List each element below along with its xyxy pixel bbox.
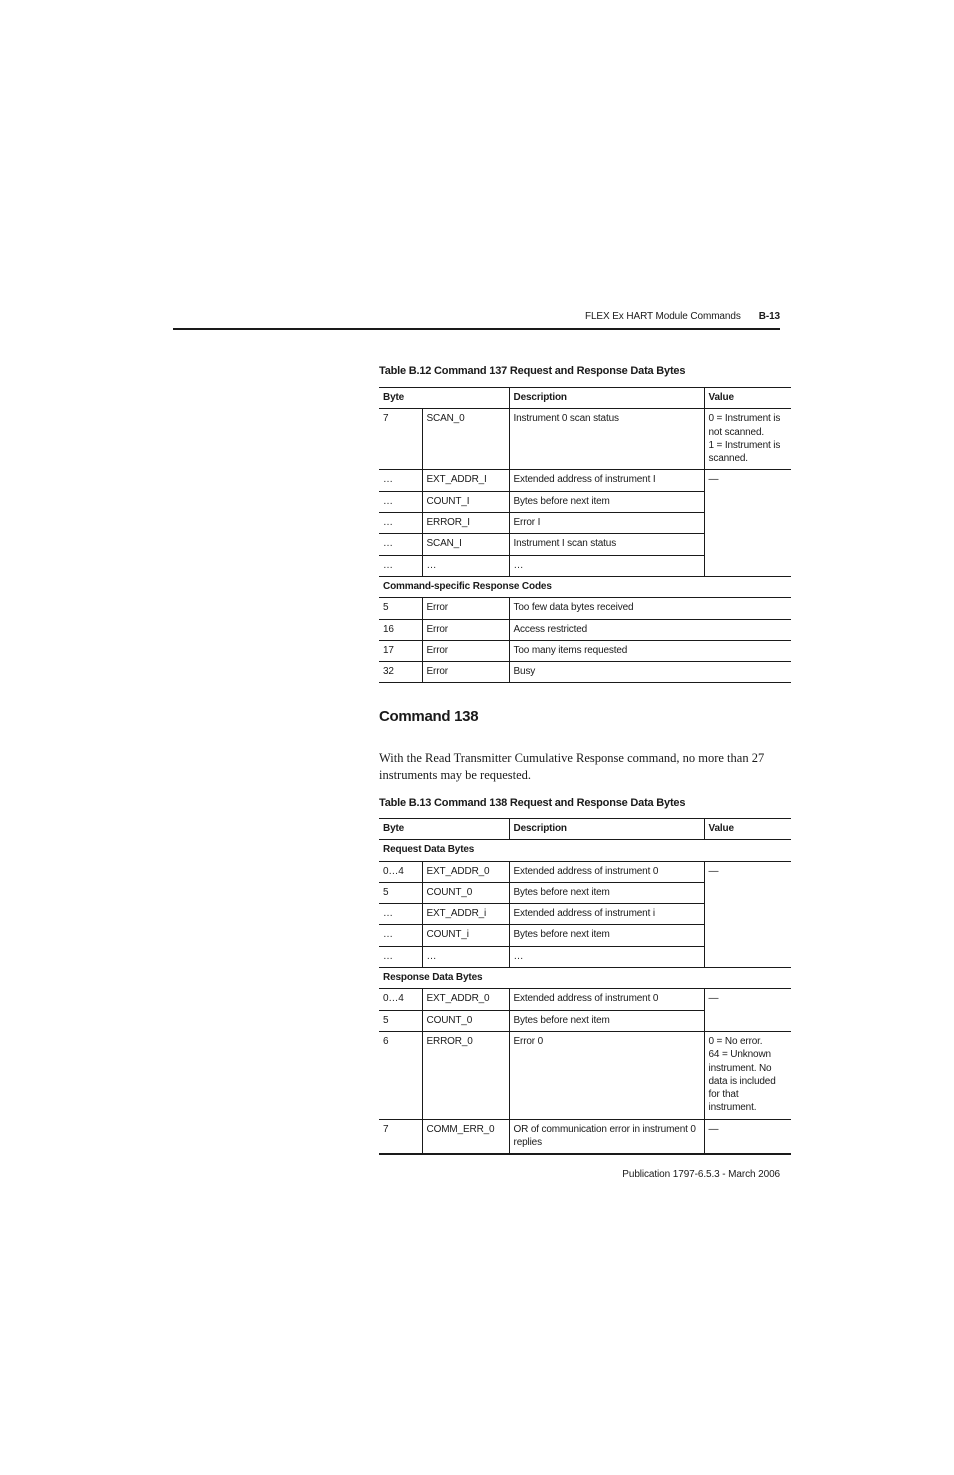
- value-line: not scanned.: [708, 426, 764, 438]
- name-cell: EXT_ADDR_0: [422, 989, 509, 1010]
- name-cell: COUNT_0: [422, 1010, 509, 1031]
- running-header: [585, 311, 780, 322]
- byte-cell: …: [379, 491, 422, 512]
- value-line: data is included: [708, 1075, 776, 1087]
- byte-cell: …: [379, 904, 422, 925]
- byte-cell: 5: [379, 882, 422, 903]
- table-row: [379, 1119, 791, 1154]
- byte-cell: …: [379, 925, 422, 946]
- byte-cell: 0…4: [379, 861, 422, 882]
- value-line: 1 = Instrument is: [708, 439, 781, 451]
- name-cell: EXT_ADDR_i: [422, 904, 509, 925]
- header-description: Description: [509, 819, 704, 840]
- name-cell: ERROR_0: [422, 1031, 509, 1119]
- name-cell: COUNT_i: [422, 925, 509, 946]
- value-cell: —: [704, 861, 791, 967]
- description-cell: Access restricted: [509, 619, 791, 640]
- name-cell: EXT_ADDR_I: [422, 470, 509, 491]
- value-line: 0 = Instrument is: [708, 413, 781, 425]
- header-description: Description: [509, 388, 704, 409]
- header-byte: Byte: [379, 388, 509, 409]
- name-cell: COUNT_I: [422, 491, 509, 512]
- value-line: for that: [708, 1089, 739, 1101]
- name-cell: …: [422, 946, 509, 967]
- code-cell: 16: [379, 619, 422, 640]
- value-cell: —: [704, 470, 791, 576]
- byte-cell: 6: [379, 1031, 422, 1119]
- description-cell: Busy: [509, 662, 791, 683]
- table-row: [379, 619, 791, 640]
- byte-cell: …: [379, 534, 422, 555]
- description-cell: Error 0: [509, 1031, 704, 1119]
- name-cell: COMM_ERR_0: [422, 1119, 509, 1154]
- value-line: 0 = No error.: [708, 1035, 763, 1047]
- value-cell: —: [704, 989, 791, 1032]
- description-cell: Extended address of instrument I: [509, 470, 704, 491]
- table-row: [379, 640, 791, 661]
- code-cell: 17: [379, 640, 422, 661]
- name-cell: COUNT_0: [422, 882, 509, 903]
- header-byte: Byte: [379, 819, 509, 840]
- description-cell: Error I: [509, 513, 704, 534]
- value-line: instrument. No: [708, 1062, 772, 1074]
- description-cell: Bytes before next item: [509, 491, 704, 512]
- table-b12-caption: Table B.12 Command 137 Request and Response Data Bytes: [379, 365, 686, 377]
- description-cell: …: [509, 555, 704, 576]
- byte-cell: …: [379, 513, 422, 534]
- table-row: [379, 861, 791, 882]
- table-b12: [379, 387, 791, 683]
- section-heading: Command 138: [379, 708, 479, 725]
- table-b13-caption: Table B.13 Command 138 Request and Response Data Bytes: [379, 797, 686, 809]
- section-label: Command-specific Response Codes: [379, 576, 791, 597]
- header-rule: [173, 328, 780, 330]
- type-cell: Error: [422, 662, 509, 683]
- section-row: [379, 968, 791, 989]
- description-line: replies: [513, 1137, 542, 1149]
- byte-cell: 5: [379, 1010, 422, 1031]
- code-cell: 5: [379, 598, 422, 619]
- description-cell: Instrument 0 scan status: [509, 409, 704, 470]
- description-line: OR of communication error in instrument 0: [513, 1123, 696, 1135]
- byte-cell: 7: [379, 1119, 422, 1154]
- description-cell: Extended address of instrument 0: [509, 861, 704, 882]
- header-title: FLEX Ex HART Module Commands: [584, 311, 741, 322]
- type-cell: Error: [422, 640, 509, 661]
- header-value: Value: [704, 819, 791, 840]
- byte-cell: …: [379, 470, 422, 491]
- description-cell: Too many items requested: [509, 640, 791, 661]
- name-cell: SCAN_I: [422, 534, 509, 555]
- section-label: Response Data Bytes: [379, 968, 791, 989]
- byte-cell: …: [379, 555, 422, 576]
- section-row: [379, 840, 791, 861]
- table-header-row: [379, 819, 791, 840]
- byte-cell: 7: [379, 409, 422, 470]
- name-cell: …: [422, 555, 509, 576]
- table-row: [379, 662, 791, 683]
- description-cell: Bytes before next item: [509, 1010, 704, 1031]
- description-cell: Bytes before next item: [509, 882, 704, 903]
- value-cell: —: [704, 1119, 791, 1154]
- name-cell: EXT_ADDR_0: [422, 861, 509, 882]
- description-cell: Extended address of instrument i: [509, 904, 704, 925]
- table-header-row: [379, 388, 791, 409]
- description-cell: Bytes before next item: [509, 925, 704, 946]
- value-cell: [704, 409, 791, 470]
- table-b13: [379, 818, 791, 1155]
- name-cell: ERROR_I: [422, 513, 509, 534]
- value-line: 64 = Unknown: [708, 1049, 771, 1061]
- description-cell: Too few data bytes received: [509, 598, 791, 619]
- description-cell: Instrument I scan status: [509, 534, 704, 555]
- header-value: Value: [704, 388, 791, 409]
- table-row: [379, 989, 791, 1010]
- description-cell: Extended address of instrument 0: [509, 989, 704, 1010]
- description-cell: [509, 1119, 704, 1154]
- table-row: [379, 1031, 791, 1119]
- value-line: scanned.: [708, 453, 748, 465]
- table-row: [379, 409, 791, 470]
- page-number: B-13: [758, 311, 780, 322]
- description-cell: …: [509, 946, 704, 967]
- body-paragraph: With the Read Transmitter Cumulative Response command, no more than 27 instruments may be requested.: [379, 751, 765, 782]
- code-cell: 32: [379, 662, 422, 683]
- byte-cell: …: [379, 946, 422, 967]
- value-line: instrument.: [708, 1102, 757, 1114]
- type-cell: Error: [422, 598, 509, 619]
- section-label: Request Data Bytes: [379, 840, 791, 861]
- section-row: [379, 576, 791, 597]
- type-cell: Error: [422, 619, 509, 640]
- publication-footer: Publication 1797-6.5.3 - March 2006: [622, 1169, 780, 1180]
- value-cell: [704, 1031, 791, 1119]
- table-row: [379, 470, 791, 491]
- name-cell: SCAN_0: [422, 409, 509, 470]
- table-row: [379, 598, 791, 619]
- byte-cell: 0…4: [379, 989, 422, 1010]
